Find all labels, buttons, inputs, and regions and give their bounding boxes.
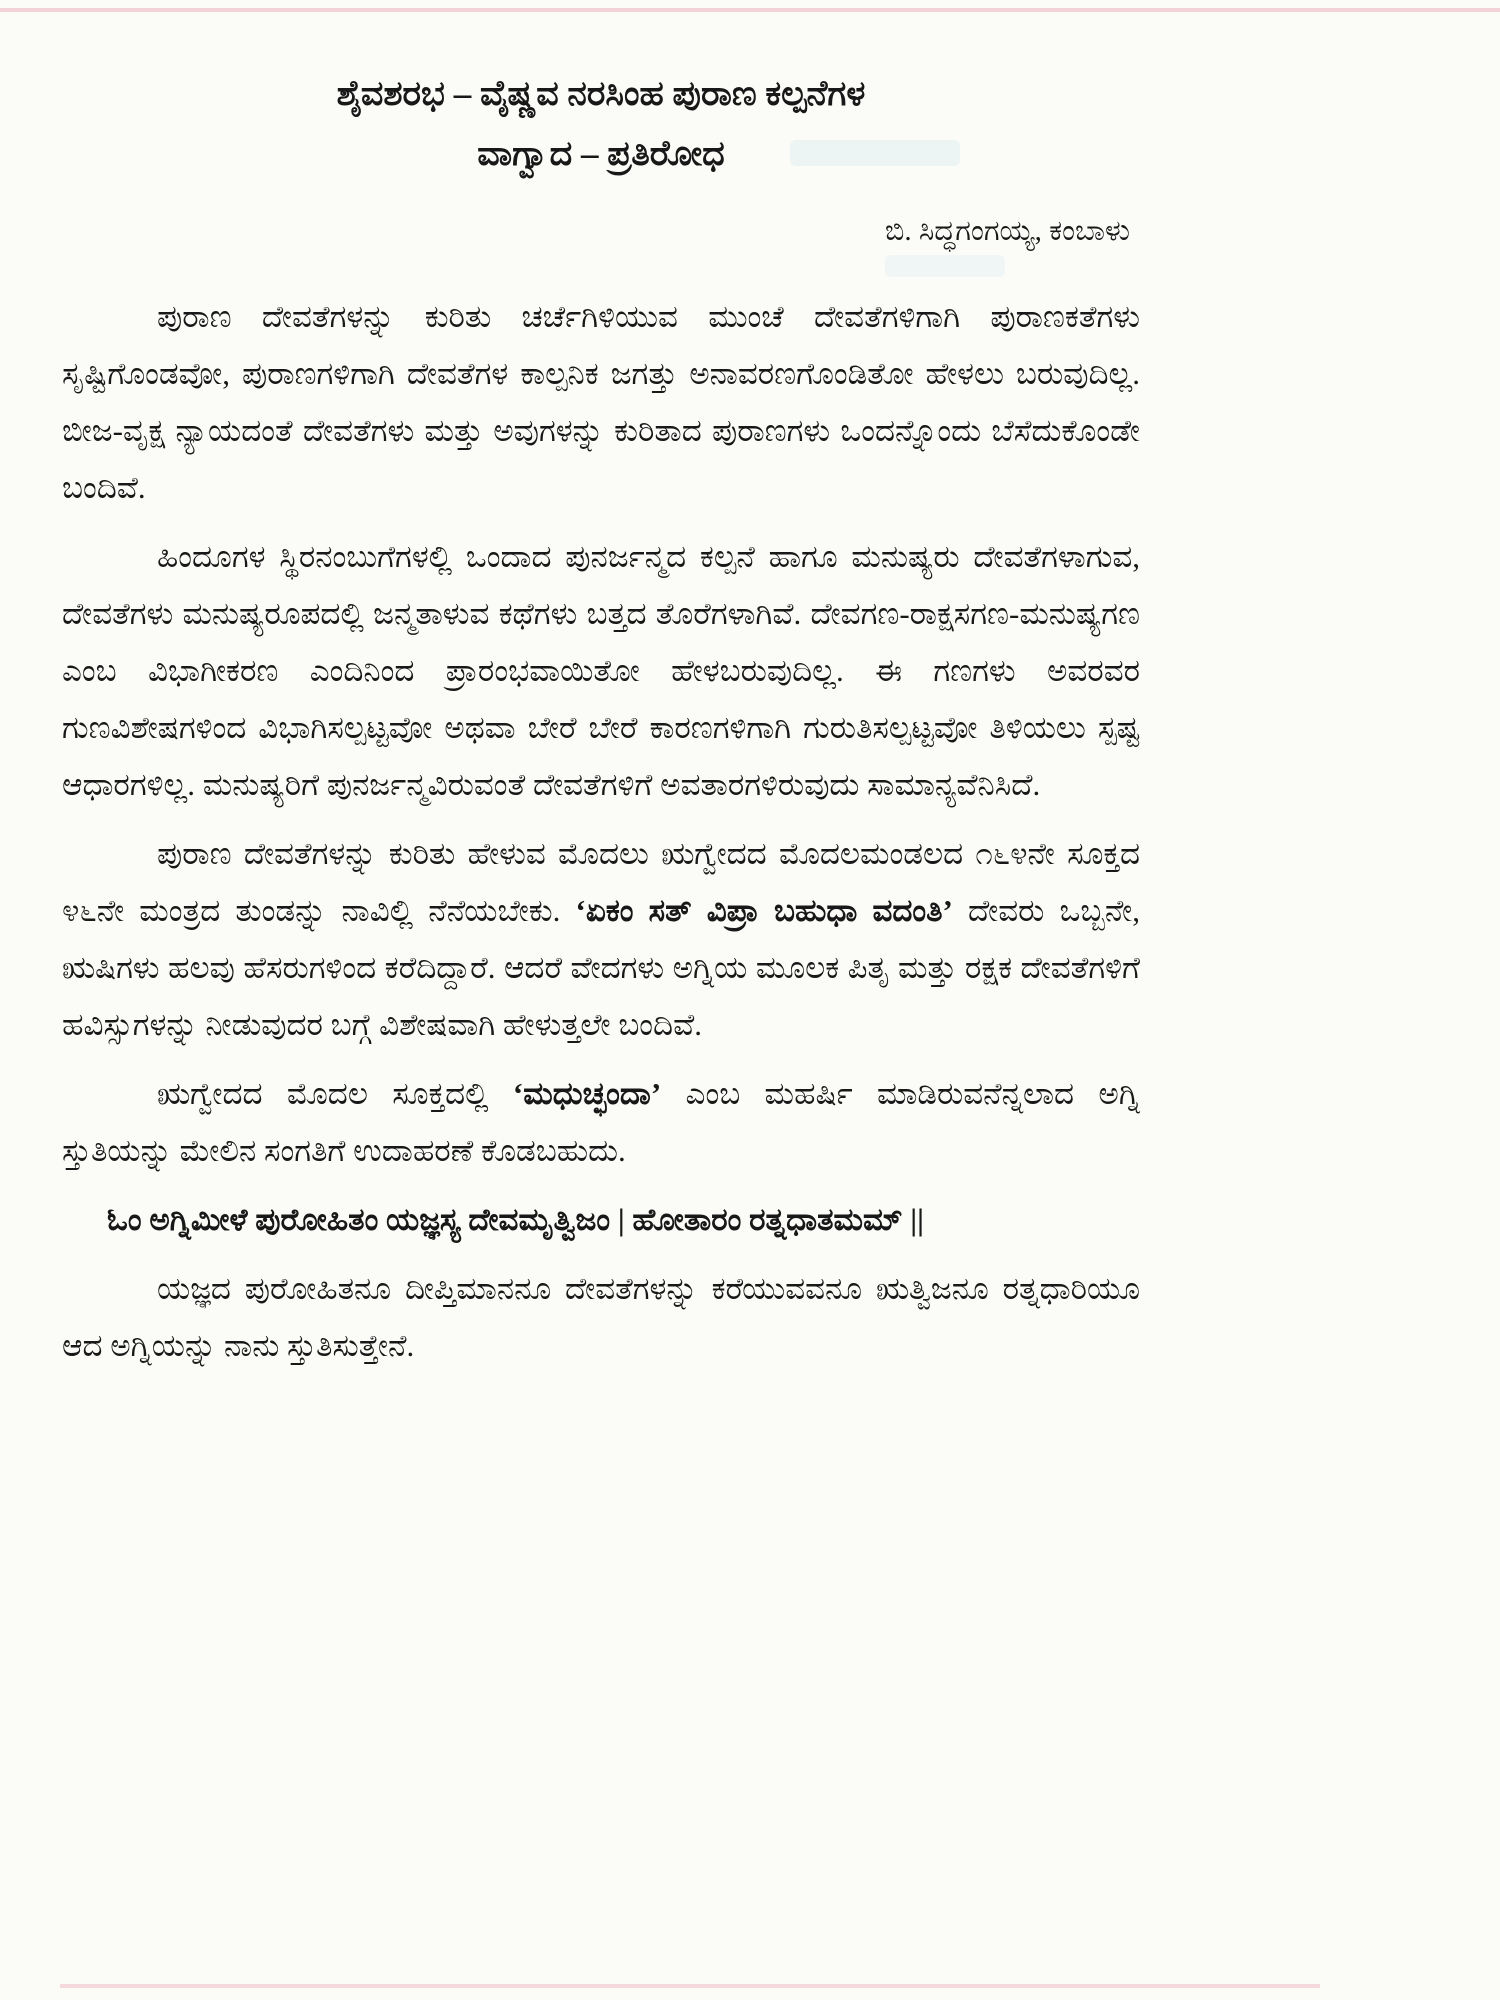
paragraph <box>62 288 1140 516</box>
body-text: ಎಂಬ ಮಹರ್ಷಿ ಮಾಡಿರುವನೆನ್ನಲಾದ ಅಗ್ನಿ ಸ್ತುತಿಯನ್ನು ಮೇಲಿನ ಸಂಗತಿಗೆ ಉದಾಹರಣೆ ಕೊಡಬಹುದು. <box>62 1076 1140 1168</box>
paragraph <box>62 1260 1140 1374</box>
body-text: ಹಿಂದೂಗಳ ಸ್ಥಿರನಂಬುಗೆಗಳಲ್ಲಿ ಒಂದಾದ ಪುನರ್ಜನ್ಮದ ಕಲ್ಪನೆ ಹಾಗೂ ಮನುಷ್ಯರು ದೇವತೆಗಳಾಗುವ, ದೇವತೆಗಳು ಮನುಷ್ಯರೂಪದಲ್ಲಿ ಜನ್ಮತಾಳುವ ಕಥೆಗಳು ಬತ್ತದ ತೊರೆಗಳಾಗಿವೆ. ದೇವಗಣ-ರಾಕ್ಷಸಗಣ-ಮನುಷ್ಯಗಣ ಎಂಬ ವಿಭಾಗೀಕರಣ ಎಂದಿನಿಂದ ಪ್ರಾರಂಭವಾಯಿತೋ ಹೇಳಬರುವುದಿಲ್ಲ. ಈ ಗಣಗಳು ಅವರವರ ಗುಣವಿಶೇಷಗಳಿಂದ ವಿಭಾಗಿಸಲ್ಪಟ್ಟವೋ ಅಥವಾ ಬೇರೆ ಬೇರೆ ಕಾರಣಗಳಿಗಾಗಿ ಗುರುತಿಸಲ್ಪಟ್ಟವೋ ತಿಳಿಯಲು ಸ್ಪಷ್ಟ ಆಧಾರಗಳಿಲ್ಲ. ಮನುಷ್ಯರಿಗೆ ಪುನರ್ಜನ್ಮವಿರುವಂತೆ ದೇವತೆಗಳಿಗೆ ಅವತಾರಗಳಿರುವುದು ಸಾಮಾನ್ಯವೆನಿಸಿದೆ. <box>62 539 1140 802</box>
page-content <box>62 64 1140 1386</box>
body-text: ಯಜ್ಞದ ಪುರೋಹಿತನೂ ದೀಪ್ತಿಮಾನನೂ ದೇವತೆಗಳನ್ನು ಕರೆಯುವವನೂ ಋತ್ವಿಜನೂ ರತ್ನಧಾರಿಯೂ ಆದ ಅಗ್ನಿಯನ್ನು ನಾನು ಸ್ತುತಿಸುತ್ತೇನೆ. <box>62 1271 1140 1363</box>
mantra-line <box>62 1191 1140 1248</box>
paragraph <box>62 1065 1140 1179</box>
page-title <box>62 64 1140 184</box>
emphasis-text: ಓಂ ಅಗ್ನಿಮೀಳೆ ಪುರೋಹಿತಂ ಯಜ್ಞಸ್ಯ ದೇವಮೃತ್ವಿಜಂ | ಹೋತಾರಂ ರತ್ನಧಾತಮಮ್ || <box>107 1202 924 1237</box>
scan-artifact-top-line <box>0 8 1500 12</box>
body-text: ಋಗ್ವೇದದ ಮೊದಲ ಸೂಕ್ತದಲ್ಲಿ <box>157 1076 513 1111</box>
paragraph <box>62 528 1140 813</box>
emphasis-text: ‘ಮಧುಚ್ಛಂದಾ’ <box>512 1076 662 1111</box>
paragraph <box>62 825 1140 1053</box>
author-byline: ಬಿ. ಸಿದ್ಧಗಂಗಯ್ಯ, ಕಂಬಾಳು <box>884 215 1130 247</box>
title-line-1: ಶೈವಶರಭ – ವೈಷ್ಣವ ನರಸಿಂಹ ಪುರಾಣ ಕಲ್ಪನೆಗಳ <box>336 74 866 113</box>
body-text: ದೇವರು ಒಬ್ಬನೇ, ಋಷಿಗಳು ಹಲವು ಹೆಸರುಗಳಿಂದ ಕರೆದಿದ್ದಾರೆ. ಆದರೆ ವೇದಗಳು ಅಗ್ನಿಯ ಮೂಲಕ ಪಿತೃ ಮತ್ತು ರಕ್ಷಕ ದೇವತೆಗಳಿಗೆ ಹವಿಸ್ಸುಗಳನ್ನು ನೀಡುವುದರ ಬಗ್ಗೆ ವಿಶೇಷವಾಗಿ ಹೇಳುತ್ತಲೇ ಬಂದಿವೆ. <box>62 893 1140 1042</box>
title-line-2: ವಾಗ್ವಾದ – ಪ್ರತಿರೋಧ <box>477 134 725 173</box>
scan-artifact-bottom-line <box>60 1984 1320 1988</box>
body-text: ಪುರಾಣ ದೇವತೆಗಳನ್ನು ಕುರಿತು ಚರ್ಚೆಗಿಳಿಯುವ ಮುಂಚೆ ದೇವತೆಗಳಿಗಾಗಿ ಪುರಾಣಕತೆಗಳು ಸೃಷ್ಟಿಗೊಂಡವೋ, ಪುರಾಣಗಳಿಗಾಗಿ ದೇವತೆಗಳ ಕಾಲ್ಪನಿಕ ಜಗತ್ತು ಅನಾವರಣಗೊಂಡಿತೋ ಹೇಳಲು ಬರುವುದಿಲ್ಲ. ಬೀಜ-ವೃಕ್ಷ ನ್ಯಾಯದಂತೆ ದೇವತೆಗಳು ಮತ್ತು ಅವುಗಳನ್ನು ಕುರಿತಾದ ಪುರಾಣಗಳು ಒಂದನ್ನೊಂದು ಬೆಸೆದುಕೊಂಡೇ ಬಂದಿವೆ. <box>62 299 1140 505</box>
body-paragraphs <box>62 288 1140 1374</box>
emphasis-text: ‘ಏಕಂ ಸತ್ ವಿಪ್ರಾ ಬಹುಧಾ ವದಂತಿ’ <box>575 893 953 928</box>
body-text: ಪುರಾಣ ದೇವತೆಗಳನ್ನು ಕುರಿತು ಹೇಳುವ ಮೊದಲು ಋಗ್ವೇದದ ಮೊದಲಮಂಡಲದ ೧೬೪ನೇ ಸೂಕ್ತದ ೪೬ನೇ ಮಂತ್ರದ ತುಂಡನ್ನು ನಾವಿಲ್ಲಿ ನೆನೆಯಬೇಕು. <box>62 836 1140 928</box>
